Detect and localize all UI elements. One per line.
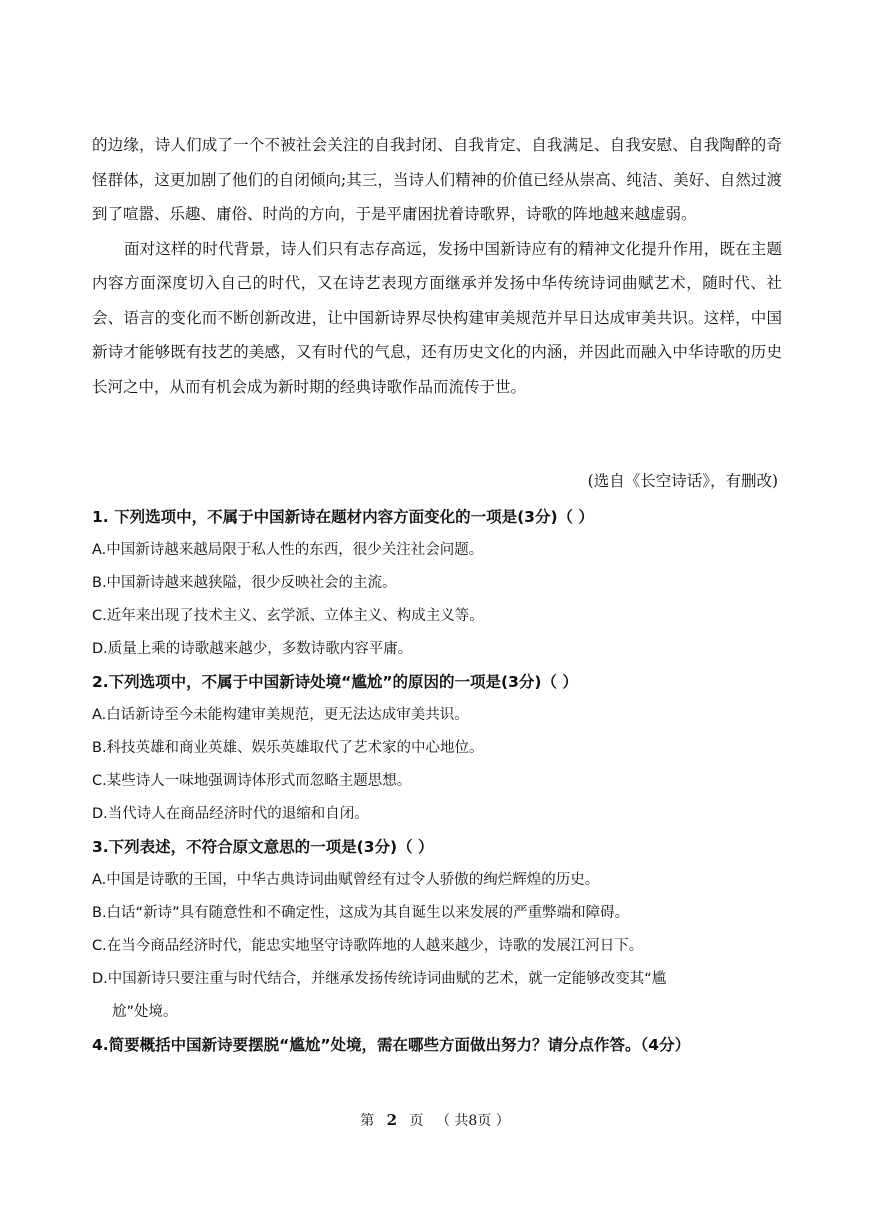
question-2-option-d: D.当代诗人在商品经济时代的退缩和自闭。 bbox=[92, 806, 369, 822]
question-1-option-a: A.中国新诗越来越局限于私人性的东西，很少关注社会问题。 bbox=[92, 542, 484, 558]
question-2-title: 2.下列选项中，不属于中国新诗处境“尴尬”的原因的一项是(3分)（ ） bbox=[92, 673, 578, 691]
page-footer bbox=[0, 1108, 870, 1133]
question-list bbox=[92, 501, 792, 1062]
footer-total-pages: （ 共8页 ） bbox=[435, 1113, 510, 1129]
question-1-option-b: B.中国新诗越来越狭隘，很少反映社会的主流。 bbox=[92, 575, 397, 591]
question-3-option-d-line2: 尬”处境。 bbox=[112, 1004, 178, 1020]
question-3-option-d-line1: D.中国新诗只要注重与时代结合，并继承发扬传统诗词曲赋的艺术，就一定能够改变其“尴 bbox=[92, 971, 667, 987]
passage-paragraph-2: 面对这样的时代背景，诗人们只有志存高远，发扬中国新诗应有的精神文化提升作用，既在主题内容方面深度切入自己的时代，又在诗艺表现方面继承并发扬中华传统诗词曲赋艺术，随时代、社会、语言的变化而不断创新改进，让中国新诗界尽快构建审美规范并早日达成审美共识。这样，中国新诗才能够既有技艺的美感，又有时代的气息，还有历史文化的内涵，并因此而融入中华诗歌的历史长河之中，从而有机会成为新时期的经典诗歌作品而流传于世。 bbox=[92, 239, 782, 396]
passage-source: (选自《长空诗话》，有删改) bbox=[587, 472, 778, 490]
question-3 bbox=[92, 831, 792, 1029]
question-3-option-d-continued bbox=[92, 996, 792, 1029]
question-1-option-d: D.质量上乘的诗歌越来越少，多数诗歌内容平庸。 bbox=[92, 641, 413, 657]
question-4 bbox=[92, 1029, 792, 1062]
question-3-option-c: C.在当今商品经济时代，能忠实地坚守诗歌阵地的人越来越少，诗歌的发展江河日下。 bbox=[92, 938, 644, 954]
question-3-option-a: A.中国是诗歌的王国，中华古典诗词曲赋曾经有过令人骄傲的绚烂辉煌的历史。 bbox=[92, 872, 600, 888]
question-3-title: 3.下列表述，不符合原文意思的一项是(3分)（ ） bbox=[92, 838, 434, 856]
passage-paragraph-1: 的边缘，诗人们成了一个不被社会关注的自我封闭、自我肯定、自我满足、自我安慰、自我陶醉的奇怪群体，这更加剧了他们的自闭倾向;其三，当诗人们精神的价值已经从崇高、纯洁、美好、自然过渡到了喧嚣、乐趣、庸俗、时尚的方向，于是平庸困扰着诗歌界，诗歌的阵地越来越虚弱。 bbox=[92, 136, 782, 223]
question-4-title: 4.简要概括中国新诗要摆脱“尴尬”处境，需在哪些方面做出努力？请分点作答。（4分） bbox=[92, 1036, 691, 1054]
question-3-option-b: B.白话“新诗”具有随意性和不确定性，这成为其自诞生以来发展的严重弊端和障碍。 bbox=[92, 905, 630, 921]
footer-suffix: 页 bbox=[409, 1113, 424, 1129]
question-2-option-a: A.白话新诗至今未能构建审美规范，更无法达成审美共识。 bbox=[92, 707, 469, 723]
footer-page-number: 2 bbox=[386, 1111, 398, 1129]
question-3-option-d bbox=[92, 963, 792, 996]
question-2 bbox=[92, 666, 792, 831]
question-1-title: 1. 下列选项中，不属于中国新诗在题材内容方面变化的一项是(3分)（ ） bbox=[92, 508, 594, 526]
reading-passage bbox=[92, 128, 782, 404]
question-2-option-c: C.某些诗人一味地强调诗体形式而忽略主题思想。 bbox=[92, 773, 412, 789]
question-1-option-c: C.近年来出现了技术主义、玄学派、立体主义、构成主义等。 bbox=[92, 608, 484, 624]
footer-prefix: 第 bbox=[360, 1113, 375, 1129]
question-1 bbox=[92, 501, 792, 666]
question-2-option-b: B.科技英雄和商业英雄、娱乐英雄取代了艺术家的中心地位。 bbox=[92, 740, 484, 756]
